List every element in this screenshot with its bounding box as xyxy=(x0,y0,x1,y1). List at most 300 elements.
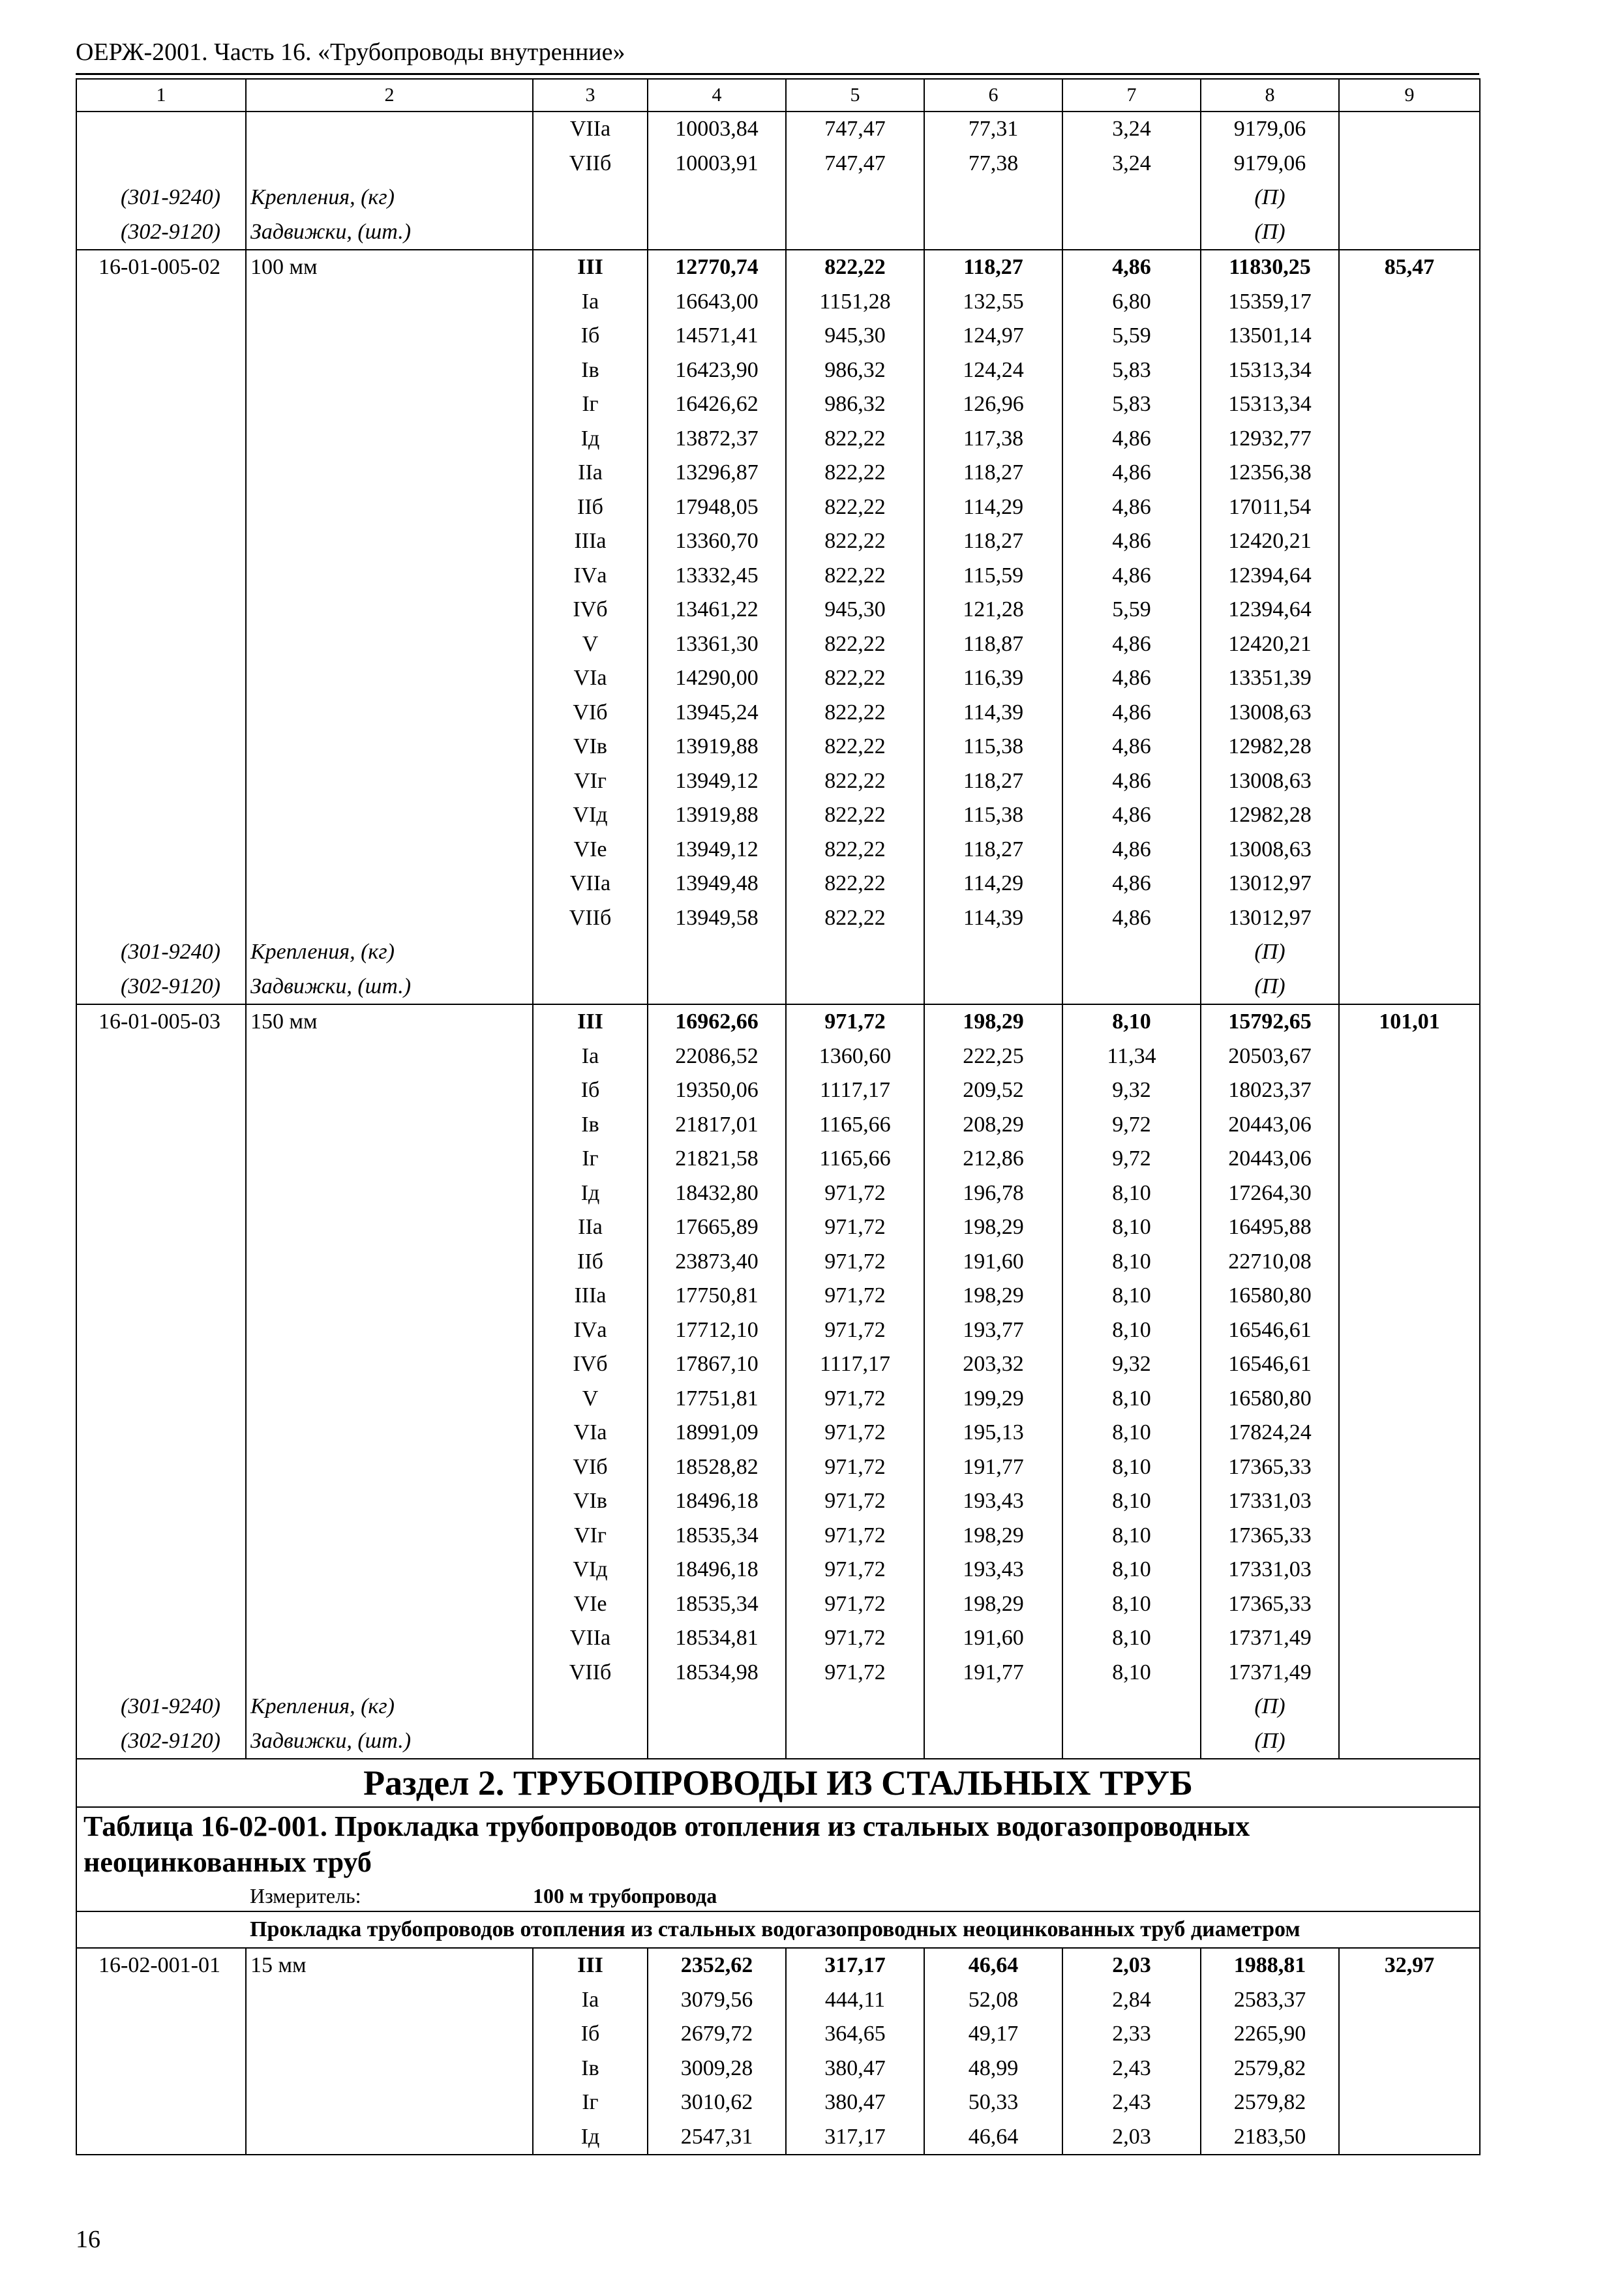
wages-cell: 822,22 xyxy=(786,559,924,593)
empty-cell xyxy=(76,490,246,525)
empty-cell xyxy=(1062,935,1201,970)
zone-cell: III xyxy=(533,250,648,285)
wages-cell: 822,22 xyxy=(786,627,924,662)
wages-cell: 971,72 xyxy=(786,1484,924,1519)
empty-cell xyxy=(76,867,246,901)
zone-cell: VIб xyxy=(533,1450,648,1485)
empty-cell xyxy=(924,935,1062,970)
empty-cell xyxy=(533,215,648,250)
machines-cell: 208,29 xyxy=(924,1108,1062,1143)
empty-cell xyxy=(1339,627,1480,662)
empty-cell xyxy=(246,593,533,627)
empty-cell xyxy=(1339,867,1480,901)
empty-cell xyxy=(246,1382,533,1416)
wages-cell: 971,72 xyxy=(786,1553,924,1587)
machines-cell: 121,28 xyxy=(924,593,1062,627)
empty-cell xyxy=(76,1983,246,2018)
direct-cost-cell: 13872,37 xyxy=(648,422,786,456)
materials-cell: 20443,06 xyxy=(1201,1142,1339,1176)
zone-cell: IIIа xyxy=(533,1279,648,1313)
empty-cell xyxy=(1339,1416,1480,1450)
drivers-wages-cell: 8,10 xyxy=(1062,1416,1201,1450)
empty-cell xyxy=(648,935,786,970)
direct-cost-cell: 13461,22 xyxy=(648,593,786,627)
empty-cell xyxy=(1062,181,1201,215)
drivers-wages-cell: 3,24 xyxy=(1062,147,1201,181)
empty-cell xyxy=(246,2017,533,2052)
table-row xyxy=(76,2017,1480,2052)
resource-label: Крепления, (кг) xyxy=(246,181,533,215)
resource-row xyxy=(76,1724,1480,1759)
table-row xyxy=(76,387,1480,422)
empty-cell xyxy=(76,285,246,320)
direct-cost-cell: 13949,48 xyxy=(648,867,786,901)
zone-cell: VIа xyxy=(533,1416,648,1450)
empty-cell xyxy=(1339,1450,1480,1485)
table-row xyxy=(76,1983,1480,2018)
zone-cell: IVб xyxy=(533,1347,648,1382)
direct-cost-cell: 3009,28 xyxy=(648,2052,786,2086)
zone-cell: Iб xyxy=(533,319,648,353)
materials-cell: 2265,90 xyxy=(1201,2017,1339,2052)
direct-cost-cell: 13949,12 xyxy=(648,833,786,867)
machines-cell: 46,64 xyxy=(924,2120,1062,2155)
table-row xyxy=(76,490,1480,525)
empty-cell xyxy=(1339,1347,1480,1382)
empty-cell xyxy=(76,1073,246,1108)
empty-cell xyxy=(648,1690,786,1724)
wages-cell: 986,32 xyxy=(786,353,924,388)
zone-cell: IIIа xyxy=(533,524,648,559)
drivers-wages-cell: 3,24 xyxy=(1062,112,1201,147)
empty-cell xyxy=(246,730,533,764)
column-number-4: 4 xyxy=(648,79,786,112)
table-row xyxy=(76,1176,1480,1211)
empty-cell xyxy=(924,1690,1062,1724)
table-title: Таблица 16-02-001. Прокладка трубопроводов отопления из стальных водогазопроводных неоцинкованных труб xyxy=(76,1807,1480,1881)
wages-cell: 822,22 xyxy=(786,696,924,730)
wages-cell: 380,47 xyxy=(786,2086,924,2120)
machines-cell: 52,08 xyxy=(924,1983,1062,2018)
empty-cell xyxy=(1339,970,1480,1005)
wages-cell: 971,72 xyxy=(786,1519,924,1553)
zone-cell: III xyxy=(533,1948,648,1983)
direct-cost-cell: 16643,00 xyxy=(648,285,786,320)
table-row xyxy=(76,1621,1480,1656)
wages-cell: 971,72 xyxy=(786,1004,924,1040)
empty-cell xyxy=(1339,2052,1480,2086)
empty-cell xyxy=(246,1553,533,1587)
direct-cost-cell: 3010,62 xyxy=(648,2086,786,2120)
materials-cell: 12982,28 xyxy=(1201,730,1339,764)
drivers-wages-cell: 4,86 xyxy=(1062,524,1201,559)
empty-cell xyxy=(76,2052,246,2086)
materials-cell: 17371,49 xyxy=(1201,1621,1339,1656)
table-row xyxy=(76,764,1480,799)
section-row xyxy=(76,1759,1480,1807)
wages-cell: 986,32 xyxy=(786,387,924,422)
zone-cell: Iд xyxy=(533,422,648,456)
zone-cell: VIг xyxy=(533,764,648,799)
empty-cell xyxy=(648,1724,786,1759)
materials-cell: 13012,97 xyxy=(1201,867,1339,901)
empty-cell xyxy=(1339,422,1480,456)
empty-cell xyxy=(1339,319,1480,353)
zone-cell: VIIб xyxy=(533,147,648,181)
zone-cell: VIд xyxy=(533,798,648,833)
subheading: Прокладка трубопроводов отопления из стальных водогазопроводных неоцинкованных труб диаметром xyxy=(246,1911,1480,1948)
drivers-wages-cell: 4,86 xyxy=(1062,627,1201,662)
page-header: ОЕРЖ-2001. Часть 16. «Трубопроводы внутренние» xyxy=(76,38,625,66)
table-row xyxy=(76,422,1480,456)
zone-cell: VIIа xyxy=(533,867,648,901)
empty-cell xyxy=(786,970,924,1005)
table-title-row xyxy=(76,1807,1480,1881)
table-row xyxy=(76,867,1480,901)
machines-cell: 191,77 xyxy=(924,1450,1062,1485)
wages-cell: 317,17 xyxy=(786,2120,924,2155)
machines-cell: 115,59 xyxy=(924,559,1062,593)
materials-cell: 17365,33 xyxy=(1201,1587,1339,1622)
empty-cell xyxy=(1339,112,1480,147)
machines-cell: 124,24 xyxy=(924,353,1062,388)
empty-cell xyxy=(76,661,246,696)
materials-cell: 2583,37 xyxy=(1201,1983,1339,2018)
empty-cell xyxy=(246,1245,533,1279)
empty-cell xyxy=(786,1690,924,1724)
empty-cell xyxy=(246,524,533,559)
empty-cell xyxy=(246,696,533,730)
empty-cell xyxy=(1339,1519,1480,1553)
materials-cell: 13501,14 xyxy=(1201,319,1339,353)
empty-cell xyxy=(1339,181,1480,215)
wages-cell: 822,22 xyxy=(786,867,924,901)
direct-cost-cell: 17665,89 xyxy=(648,1210,786,1245)
resource-code: (302-9120) xyxy=(76,215,246,250)
empty-cell xyxy=(924,1724,1062,1759)
empty-cell xyxy=(924,215,1062,250)
zone-cell: Iг xyxy=(533,1142,648,1176)
empty-cell xyxy=(1339,1245,1480,1279)
empty-cell xyxy=(1339,1621,1480,1656)
empty-cell xyxy=(1339,353,1480,388)
zone-cell: Iг xyxy=(533,2086,648,2120)
column-number-8: 8 xyxy=(1201,79,1339,112)
drivers-wages-cell: 4,86 xyxy=(1062,833,1201,867)
zone-cell: VIв xyxy=(533,730,648,764)
wages-cell: 971,72 xyxy=(786,1450,924,1485)
table-row xyxy=(76,353,1480,388)
meter-row xyxy=(76,1881,1480,1911)
empty-cell xyxy=(1062,1724,1201,1759)
materials-cell: 12394,64 xyxy=(1201,593,1339,627)
direct-cost-cell: 18534,81 xyxy=(648,1621,786,1656)
machines-cell: 77,38 xyxy=(924,147,1062,181)
empty-cell xyxy=(246,764,533,799)
drivers-wages-cell: 8,10 xyxy=(1062,1553,1201,1587)
table-row xyxy=(76,524,1480,559)
labor-total: 101,01 xyxy=(1339,1004,1480,1040)
empty-cell xyxy=(76,387,246,422)
empty-cell xyxy=(246,559,533,593)
empty-cell xyxy=(246,319,533,353)
empty-cell xyxy=(246,833,533,867)
empty-cell xyxy=(76,2086,246,2120)
empty-cell xyxy=(76,1245,246,1279)
page-number: 16 xyxy=(76,2226,100,2253)
wages-cell: 822,22 xyxy=(786,490,924,525)
drivers-wages-cell: 4,86 xyxy=(1062,901,1201,936)
table-row xyxy=(76,2052,1480,2086)
wages-cell: 444,11 xyxy=(786,1983,924,2018)
zone-cell: IVа xyxy=(533,1313,648,1348)
materials-cell: 16546,61 xyxy=(1201,1347,1339,1382)
subheading-row xyxy=(76,1911,1480,1948)
empty-cell xyxy=(1062,1690,1201,1724)
meter-label: Измеритель: xyxy=(250,1884,361,1908)
empty-cell xyxy=(1339,559,1480,593)
empty-cell xyxy=(1339,1656,1480,1690)
wages-cell: 317,17 xyxy=(786,1948,924,1983)
drivers-wages-cell: 8,10 xyxy=(1062,1176,1201,1211)
materials-cell: 17365,33 xyxy=(1201,1519,1339,1553)
empty-cell xyxy=(246,1983,533,2018)
zone-cell: IIб xyxy=(533,1245,648,1279)
table-row xyxy=(76,112,1480,147)
empty-cell xyxy=(76,353,246,388)
machines-cell: 132,55 xyxy=(924,285,1062,320)
resource-label: Крепления, (кг) xyxy=(246,935,533,970)
direct-cost-cell: 19350,06 xyxy=(648,1073,786,1108)
resource-note: (П) xyxy=(1201,181,1339,215)
materials-cell: 11830,25 xyxy=(1201,250,1339,285)
empty-cell xyxy=(246,1656,533,1690)
table-row xyxy=(76,1210,1480,1245)
empty-cell xyxy=(76,1450,246,1485)
empty-cell xyxy=(1339,833,1480,867)
zone-cell: VIд xyxy=(533,1553,648,1587)
machines-cell: 49,17 xyxy=(924,2017,1062,2052)
empty-cell xyxy=(786,1724,924,1759)
price-table xyxy=(76,78,1481,2155)
drivers-wages-cell: 4,86 xyxy=(1062,250,1201,285)
materials-cell: 16580,80 xyxy=(1201,1279,1339,1313)
direct-cost-cell: 17867,10 xyxy=(648,1347,786,1382)
zone-cell: IIб xyxy=(533,490,648,525)
direct-cost-cell: 17750,81 xyxy=(648,1279,786,1313)
item-name: 15 мм xyxy=(246,1948,533,1983)
direct-cost-cell: 13945,24 xyxy=(648,696,786,730)
empty-cell xyxy=(76,1176,246,1211)
empty-cell xyxy=(76,1210,246,1245)
column-number-7: 7 xyxy=(1062,79,1201,112)
empty-cell xyxy=(1339,1690,1480,1724)
wages-cell: 822,22 xyxy=(786,456,924,490)
machines-cell: 116,39 xyxy=(924,661,1062,696)
wages-cell: 971,72 xyxy=(786,1176,924,1211)
empty-cell xyxy=(76,833,246,867)
materials-cell: 17331,03 xyxy=(1201,1553,1339,1587)
machines-cell: 198,29 xyxy=(924,1587,1062,1622)
zone-cell: VIIб xyxy=(533,901,648,936)
wages-cell: 1117,17 xyxy=(786,1347,924,1382)
drivers-wages-cell: 8,10 xyxy=(1062,1245,1201,1279)
empty-cell xyxy=(246,1176,533,1211)
drivers-wages-cell: 5,59 xyxy=(1062,319,1201,353)
direct-cost-cell: 2352,62 xyxy=(648,1948,786,1983)
wages-cell: 747,47 xyxy=(786,147,924,181)
materials-cell: 15792,65 xyxy=(1201,1004,1339,1040)
column-number-row xyxy=(76,79,1480,112)
materials-cell: 2579,82 xyxy=(1201,2052,1339,2086)
machines-cell: 118,27 xyxy=(924,833,1062,867)
machines-cell: 118,87 xyxy=(924,627,1062,662)
resource-label: Крепления, (кг) xyxy=(246,1690,533,1724)
empty-cell xyxy=(76,901,246,936)
table-row xyxy=(76,456,1480,490)
materials-cell: 12420,21 xyxy=(1201,627,1339,662)
empty-cell xyxy=(1339,1881,1480,1911)
resource-row xyxy=(76,970,1480,1005)
direct-cost-cell: 2547,31 xyxy=(648,2120,786,2155)
wages-cell: 822,22 xyxy=(786,524,924,559)
machines-cell: 191,60 xyxy=(924,1245,1062,1279)
empty-cell xyxy=(76,730,246,764)
wages-cell: 822,22 xyxy=(786,250,924,285)
empty-cell xyxy=(246,627,533,662)
empty-cell xyxy=(1339,661,1480,696)
column-number-2: 2 xyxy=(246,79,533,112)
drivers-wages-cell: 8,10 xyxy=(1062,1210,1201,1245)
empty-cell xyxy=(76,593,246,627)
resource-row xyxy=(76,1690,1480,1724)
wages-cell: 1360,60 xyxy=(786,1040,924,1074)
drivers-wages-cell: 2,33 xyxy=(1062,2017,1201,2052)
direct-cost-cell: 13919,88 xyxy=(648,730,786,764)
empty-cell xyxy=(1339,147,1480,181)
machines-cell: 193,43 xyxy=(924,1484,1062,1519)
materials-cell: 15313,34 xyxy=(1201,387,1339,422)
table-row xyxy=(76,319,1480,353)
zone-cell: Iг xyxy=(533,387,648,422)
drivers-wages-cell: 8,10 xyxy=(1062,1004,1201,1040)
resource-code: (302-9120) xyxy=(76,1724,246,1759)
direct-cost-cell: 18496,18 xyxy=(648,1553,786,1587)
materials-cell: 12932,77 xyxy=(1201,422,1339,456)
item-code: 16-01-005-03 xyxy=(76,1004,246,1040)
materials-cell: 9179,06 xyxy=(1201,147,1339,181)
empty-cell xyxy=(1339,1142,1480,1176)
direct-cost-cell: 13949,12 xyxy=(648,764,786,799)
wages-cell: 971,72 xyxy=(786,1382,924,1416)
direct-cost-cell: 3079,56 xyxy=(648,1983,786,2018)
table-row xyxy=(76,1656,1480,1690)
empty-cell xyxy=(76,1142,246,1176)
machines-cell: 199,29 xyxy=(924,1382,1062,1416)
zone-cell: VIа xyxy=(533,661,648,696)
table-row xyxy=(76,2120,1480,2155)
empty-cell xyxy=(76,1313,246,1348)
direct-cost-cell: 17948,05 xyxy=(648,490,786,525)
zone-cell: Iа xyxy=(533,1040,648,1074)
materials-cell: 18023,37 xyxy=(1201,1073,1339,1108)
wages-cell: 971,72 xyxy=(786,1656,924,1690)
zone-cell: VIе xyxy=(533,1587,648,1622)
drivers-wages-cell: 4,86 xyxy=(1062,764,1201,799)
table-row xyxy=(76,1142,1480,1176)
empty-cell xyxy=(1339,1382,1480,1416)
machines-cell: 124,97 xyxy=(924,319,1062,353)
machines-cell: 191,60 xyxy=(924,1621,1062,1656)
wages-cell: 971,72 xyxy=(786,1621,924,1656)
empty-cell xyxy=(1339,215,1480,250)
drivers-wages-cell: 8,10 xyxy=(1062,1484,1201,1519)
empty-cell xyxy=(1339,2086,1480,2120)
empty-cell xyxy=(246,1519,533,1553)
drivers-wages-cell: 9,32 xyxy=(1062,1347,1201,1382)
machines-cell: 118,27 xyxy=(924,456,1062,490)
empty-cell xyxy=(76,319,246,353)
direct-cost-cell: 18528,82 xyxy=(648,1450,786,1485)
empty-cell xyxy=(246,1108,533,1143)
drivers-wages-cell: 6,80 xyxy=(1062,285,1201,320)
empty-cell xyxy=(1339,1108,1480,1143)
empty-cell xyxy=(246,1040,533,1074)
machines-cell: 114,39 xyxy=(924,901,1062,936)
wages-cell: 822,22 xyxy=(786,901,924,936)
zone-cell: IVб xyxy=(533,593,648,627)
item-code: 16-02-001-01 xyxy=(76,1948,246,1983)
wages-cell: 747,47 xyxy=(786,112,924,147)
direct-cost-cell: 13296,87 xyxy=(648,456,786,490)
empty-cell xyxy=(1339,935,1480,970)
resource-note: (П) xyxy=(1201,1690,1339,1724)
zone-cell: Iб xyxy=(533,2017,648,2052)
empty-cell xyxy=(1339,524,1480,559)
empty-cell xyxy=(924,181,1062,215)
table-row xyxy=(76,661,1480,696)
empty-cell xyxy=(1339,2017,1480,2052)
empty-cell xyxy=(76,112,246,147)
empty-cell xyxy=(246,901,533,936)
empty-cell xyxy=(533,1724,648,1759)
empty-cell xyxy=(246,1210,533,1245)
materials-cell: 13008,63 xyxy=(1201,696,1339,730)
machines-cell: 193,77 xyxy=(924,1313,1062,1348)
table-row xyxy=(76,1108,1480,1143)
empty-cell xyxy=(76,1347,246,1382)
drivers-wages-cell: 8,10 xyxy=(1062,1621,1201,1656)
empty-cell xyxy=(1339,1073,1480,1108)
materials-cell: 15359,17 xyxy=(1201,285,1339,320)
empty-cell xyxy=(1339,1724,1480,1759)
empty-cell xyxy=(1062,215,1201,250)
resource-code: (301-9240) xyxy=(76,1690,246,1724)
empty-cell xyxy=(76,696,246,730)
empty-cell xyxy=(76,1587,246,1622)
empty-cell xyxy=(648,181,786,215)
resource-label: Задвижки, (шт.) xyxy=(246,215,533,250)
column-number-1: 1 xyxy=(76,79,246,112)
price-table-body xyxy=(76,79,1480,2155)
direct-cost-cell: 13949,58 xyxy=(648,901,786,936)
empty-cell xyxy=(1339,1587,1480,1622)
machines-cell: 48,99 xyxy=(924,2052,1062,2086)
empty-cell xyxy=(76,1621,246,1656)
direct-cost-cell: 21817,01 xyxy=(648,1108,786,1143)
item-name: 150 мм xyxy=(246,1004,533,1040)
materials-cell: 12982,28 xyxy=(1201,798,1339,833)
